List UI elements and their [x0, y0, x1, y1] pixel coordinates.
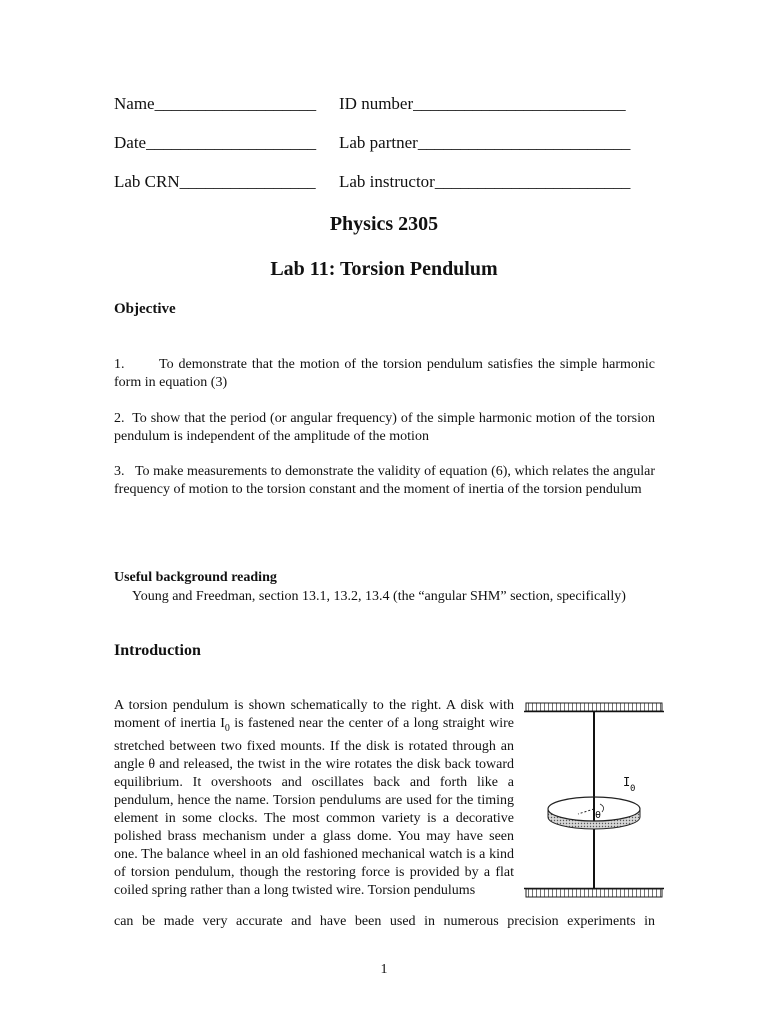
objective-item-3: 3. To make measurements to demonstrate the validity of equation (6), which relates the angular frequency of motion to the torsion constant and the moment of inertia of the torsion pendulum	[114, 464, 655, 497]
introduction-paragraph-continued: can be made very accurate and have been used in numerous precision experiments in	[114, 914, 655, 929]
page-number: 1	[380, 962, 388, 977]
torsion-pendulum-diagram	[520, 696, 668, 902]
name-field: Name___________________	[114, 94, 317, 113]
top-mount	[524, 703, 664, 712]
inertia-label: I	[623, 775, 631, 789]
lab-instructor-field: Lab instructor_______________________	[339, 172, 631, 191]
objective-item-2: 2. To show that the period (or angular frequency) of the simple harmonic motion of the torsion pendulum is independent of the amplitude of the motion	[114, 411, 655, 444]
course-title: Physics 2305	[329, 213, 439, 235]
angle-label: θ	[595, 810, 602, 821]
introduction-heading: Introduction	[114, 642, 201, 659]
intro-subscript: 0	[224, 722, 230, 734]
id-number-field: ID number_________________________	[339, 94, 626, 113]
reading-text: Young and Freedman, section 13.1, 13.2, 13.4 (the “angular SHM” section, specifically)	[132, 589, 626, 604]
pendulum-disk	[548, 797, 640, 829]
date-field: Date____________________	[114, 133, 317, 152]
lab-title: Lab 11: Torsion Pendulum	[270, 258, 498, 280]
lab-crn-field: Lab CRN________________	[114, 172, 316, 191]
lab-partner-field: Lab partner_________________________	[339, 133, 631, 152]
introduction-paragraph	[114, 697, 514, 900]
objective-heading: Objective	[114, 301, 176, 317]
reading-heading: Useful background reading	[114, 570, 277, 585]
objective-item-1: 1. To demonstrate that the motion of the torsion pendulum satisfies the simple harmonic form in equation (3)	[114, 357, 655, 390]
intro-text-a: A torsion pendulum is shown schematically to the right. A disk with moment of inertia I	[114, 698, 514, 731]
bottom-mount	[524, 889, 664, 898]
inertia-subscript: 0	[630, 784, 636, 794]
intro-text-b: is fastened near the center of a long straight wire stretched between two fixed mounts. If the disk is rotated through an angle θ and released, the twist in the wire rotates the disk back toward equilibrium. It overshoots and oscillates back and forth like a pendulum, hence the name. Torsion pendulums are used for the timing element in some clocks. The most common variety is a decorative polished brass mechanism under a glass dome. You may have seen one. The balance wheel in an old fashioned mechanical watch is a kind of torsion pendulum, though the restoring force is provided by a flat coiled spring rather than a long twisted wire. Torsion pendulums	[114, 716, 514, 898]
